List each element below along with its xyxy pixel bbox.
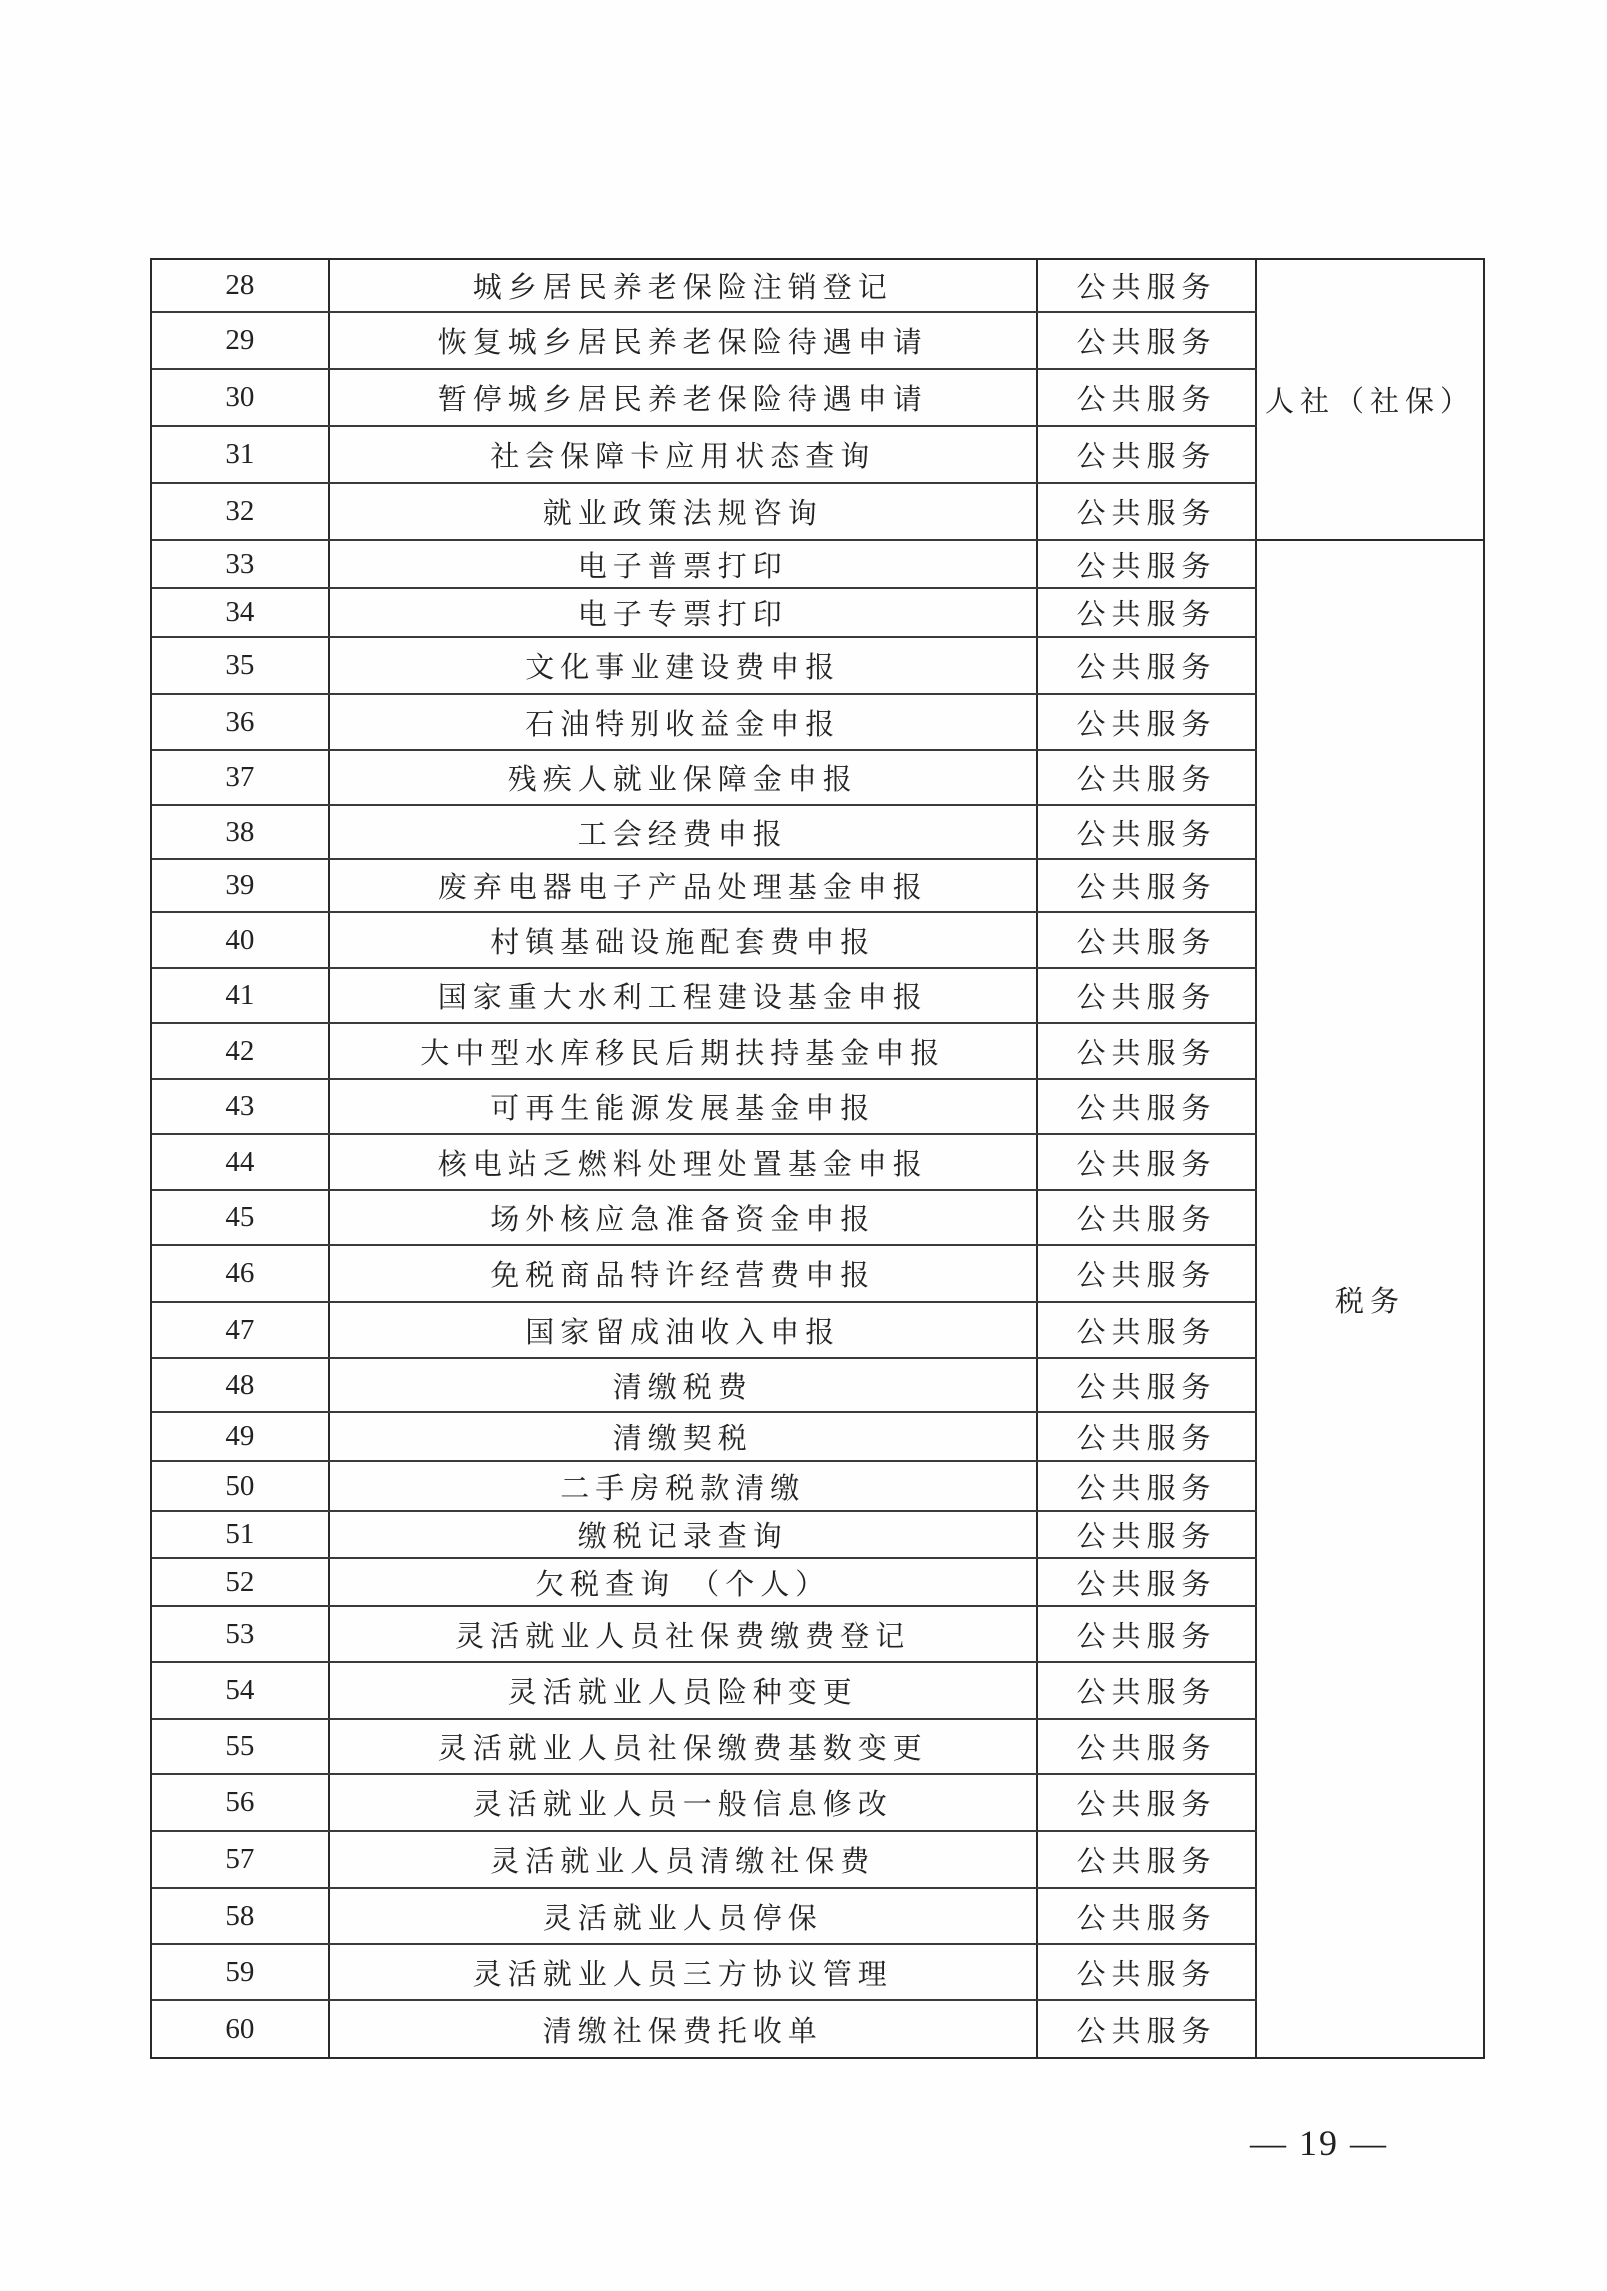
department-label: 税务	[1334, 1283, 1405, 1318]
service-name: 灵活就业人员社保费缴费登记	[330, 1607, 1038, 1661]
service-type: 公共服务	[1038, 1663, 1258, 1718]
row-number: 55	[152, 1720, 330, 1773]
service-name: 社会保障卡应用状态查询	[330, 427, 1038, 482]
service-type: 公共服务	[1038, 1303, 1258, 1357]
service-type: 公共服务	[1038, 751, 1258, 804]
service-type: 公共服务	[1038, 1775, 1258, 1830]
row-number: 36	[152, 695, 330, 749]
service-name: 恢复城乡居民养老保险待遇申请	[330, 313, 1038, 368]
service-type: 公共服务	[1038, 541, 1258, 587]
service-type: 公共服务	[1038, 1559, 1258, 1605]
row-number: 57	[152, 1832, 330, 1887]
page-number: — 19 —	[1250, 2123, 1388, 2163]
service-type: 公共服务	[1038, 1889, 1258, 1943]
service-name: 灵活就业人员社保缴费基数变更	[330, 1720, 1038, 1773]
service-type: 公共服务	[1038, 1720, 1258, 1773]
service-name: 欠税查询 （个人）	[330, 1559, 1038, 1605]
row-number: 53	[152, 1607, 330, 1661]
row-number: 46	[152, 1246, 330, 1301]
service-name: 工会经费申报	[330, 806, 1038, 858]
service-name: 二手房税款清缴	[330, 1462, 1038, 1510]
service-items-table	[150, 258, 1485, 2059]
service-type: 公共服务	[1038, 1512, 1258, 1557]
row-number: 34	[152, 589, 330, 636]
service-name: 清缴契税	[330, 1413, 1038, 1460]
service-type: 公共服务	[1038, 427, 1258, 482]
service-type: 公共服务	[1038, 913, 1258, 967]
row-number: 51	[152, 1512, 330, 1557]
service-name: 清缴税费	[330, 1359, 1038, 1411]
row-number: 37	[152, 751, 330, 804]
row-number: 40	[152, 913, 330, 967]
service-type: 公共服务	[1038, 860, 1258, 911]
service-type: 公共服务	[1038, 1945, 1258, 1999]
service-type: 公共服务	[1038, 638, 1258, 693]
service-name: 暂停城乡居民养老保险待遇申请	[330, 370, 1038, 425]
service-type: 公共服务	[1038, 1191, 1258, 1244]
row-number: 30	[152, 370, 330, 425]
service-name: 就业政策法规咨询	[330, 484, 1038, 539]
row-number: 44	[152, 1135, 330, 1189]
row-number: 48	[152, 1359, 330, 1411]
row-number: 56	[152, 1775, 330, 1830]
row-number: 32	[152, 484, 330, 539]
service-type: 公共服务	[1038, 484, 1258, 539]
row-number: 43	[152, 1080, 330, 1133]
service-type: 公共服务	[1038, 2001, 1258, 2057]
row-number: 29	[152, 313, 330, 368]
service-name: 大中型水库移民后期扶持基金申报	[330, 1024, 1038, 1078]
service-name: 灵活就业人员三方协议管理	[330, 1945, 1038, 1999]
service-name: 残疾人就业保障金申报	[330, 751, 1038, 804]
row-number: 42	[152, 1024, 330, 1078]
service-name: 电子专票打印	[330, 589, 1038, 636]
row-number: 33	[152, 541, 330, 587]
department-cell-renshe	[1257, 260, 1483, 541]
service-name: 村镇基础设施配套费申报	[330, 913, 1038, 967]
row-number: 49	[152, 1413, 330, 1460]
row-number: 45	[152, 1191, 330, 1244]
service-name: 缴税记录查询	[330, 1512, 1038, 1557]
service-name: 灵活就业人员清缴社保费	[330, 1832, 1038, 1887]
service-name: 灵活就业人员停保	[330, 1889, 1038, 1943]
service-type: 公共服务	[1038, 969, 1258, 1022]
row-number: 50	[152, 1462, 330, 1510]
service-type: 公共服务	[1038, 1135, 1258, 1189]
service-name: 废弃电器电子产品处理基金申报	[330, 860, 1038, 911]
department-label: 人社（社保）	[1264, 384, 1475, 418]
service-name: 文化事业建设费申报	[330, 638, 1038, 693]
service-type: 公共服务	[1038, 1413, 1258, 1460]
service-type: 公共服务	[1038, 1462, 1258, 1510]
service-name: 场外核应急准备资金申报	[330, 1191, 1038, 1244]
service-name: 清缴社保费托收单	[330, 2001, 1038, 2057]
service-name: 可再生能源发展基金申报	[330, 1080, 1038, 1133]
service-name: 灵活就业人员险种变更	[330, 1663, 1038, 1718]
row-number: 47	[152, 1303, 330, 1357]
row-number: 59	[152, 1945, 330, 1999]
row-number: 58	[152, 1889, 330, 1943]
service-type: 公共服务	[1038, 1246, 1258, 1301]
service-type: 公共服务	[1038, 1080, 1258, 1133]
service-type: 公共服务	[1038, 260, 1258, 311]
service-name: 国家重大水利工程建设基金申报	[330, 969, 1038, 1022]
service-type: 公共服务	[1038, 370, 1258, 425]
row-number: 28	[152, 260, 330, 311]
row-number: 31	[152, 427, 330, 482]
service-type: 公共服务	[1038, 1024, 1258, 1078]
service-type: 公共服务	[1038, 589, 1258, 636]
service-name: 石油特别收益金申报	[330, 695, 1038, 749]
service-name: 灵活就业人员一般信息修改	[330, 1775, 1038, 1830]
row-number: 39	[152, 860, 330, 911]
row-number: 41	[152, 969, 330, 1022]
service-type: 公共服务	[1038, 1359, 1258, 1411]
row-number: 54	[152, 1663, 330, 1718]
service-name: 国家留成油收入申报	[330, 1303, 1038, 1357]
service-name: 电子普票打印	[330, 541, 1038, 587]
service-type: 公共服务	[1038, 695, 1258, 749]
row-number: 52	[152, 1559, 330, 1605]
row-number: 38	[152, 806, 330, 858]
row-number: 60	[152, 2001, 330, 2057]
row-number: 35	[152, 638, 330, 693]
service-type: 公共服务	[1038, 1832, 1258, 1887]
service-type: 公共服务	[1038, 313, 1258, 368]
department-cell-tax	[1257, 541, 1483, 2057]
service-name: 免税商品特许经营费申报	[330, 1246, 1038, 1301]
service-name: 核电站乏燃料处理处置基金申报	[330, 1135, 1038, 1189]
service-type: 公共服务	[1038, 1607, 1258, 1661]
service-type: 公共服务	[1038, 806, 1258, 858]
service-name: 城乡居民养老保险注销登记	[330, 260, 1038, 311]
